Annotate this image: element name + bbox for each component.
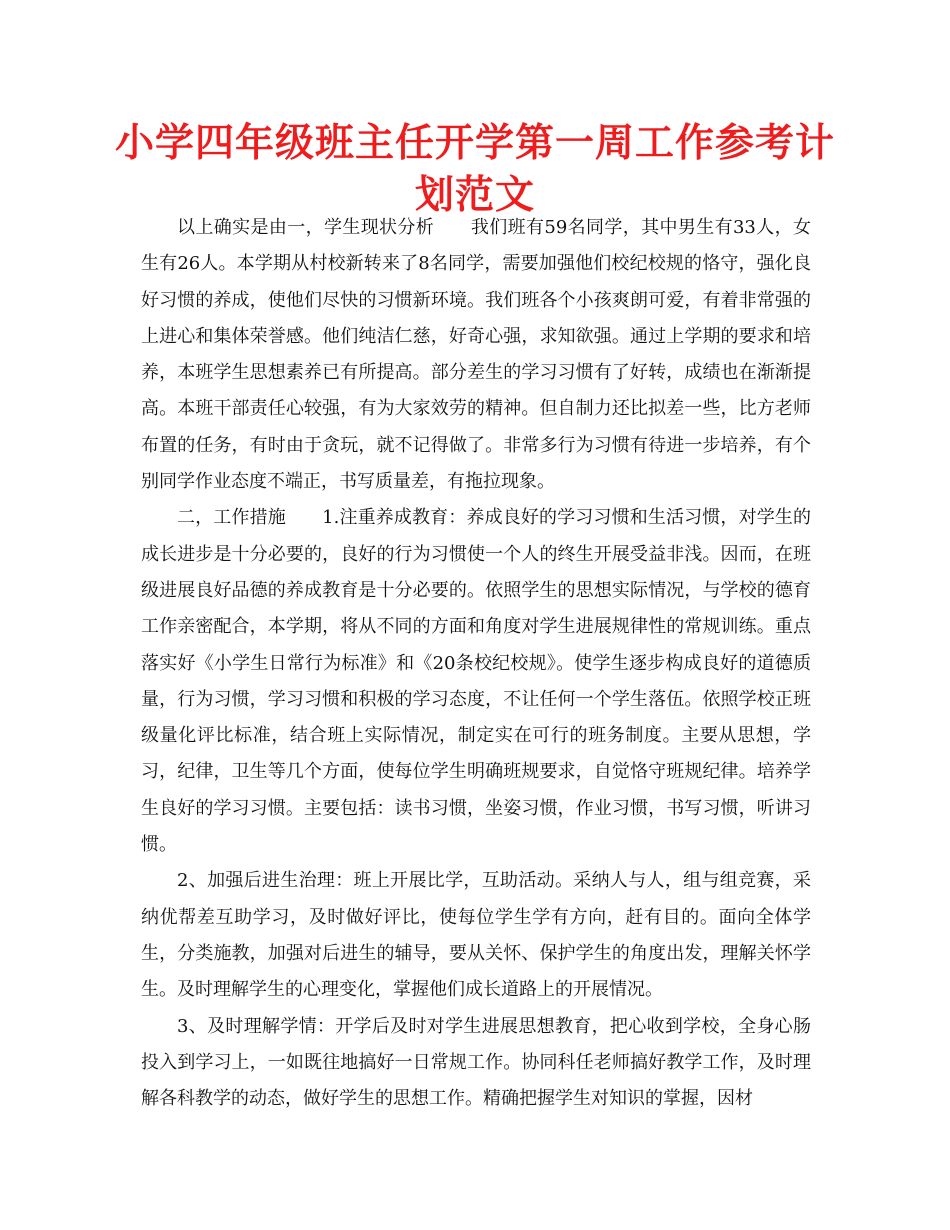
document-title: 小学四年级班主任开学第一周工作参考计划范文	[114, 121, 835, 218]
paragraph-student-analysis: 以上确实是由一，学生现状分析 我们班有59名同学，其中男生有33人，女生有26人。本学期从村校新转来了8名同学，需要加强他们校纪校规的恪守，强化良好习惯的养成，使他们尽快的习惯新环境。我们班各个小孩爽朗可爱，有着非常强的上进心和集体荣誉感。他们纯洁仁慈，好奇心强，求知欲强。通过上学期的要求和培养，本班学生思想素养已有所提高。部分差生的学习习惯有了好转，成绩也在渐渐提高。本班干部责任心较强，有为大家效劳的精神。但自制力还比拟差一些，比方老师布置的任务，有时由于贪玩，就不记得做了。非常多行为习惯有待进一步培养，有个别同学作业态度不端正，书写质量差，有拖拉现象。	[141, 217, 811, 493]
paragraph-underachiever-management: 2、加强后进生治理：班上开展比学，互助活动。采纳人与人，组与组竞赛，采纳优帮差互助学习，及时做好评比，使每位学生学有方向，赶有目的。面向全体学生，分类施教，加强对后进生的辅导，要从关怀、保护学生的角度出发，理解关怀学生。及时理解学生的心理变化，掌握他们成长道路上的开展情况。	[141, 870, 811, 1001]
paragraph-work-measures: 二，工作措施 1.注重养成教育：养成良好的学习习惯和生活习惯，对学生的成长进步是十分必要的，良好的行为习惯使一个人的终生开展受益非浅。因而，在班级进展良好品德的养成教育是十分必要的。依照学生的思想实际情况，与学校的德育工作亲密配合，本学期，将从不同的方面和角度对学生进展规律性的常规训练。重点落实好《小学生日常行为标准》和《20条校纪校规》。使学生逐步构成良好的道德质量，行为习惯，学习习惯和积极的学习态度，不让任何一个学生落伍。依照学校正班级量化评比标准，结合班上实际情况，制定实在可行的班务制度。主要从思想，学习，纪律，卫生等几个方面，使每位学生明确班规要求，自觉恪守班规纪律。培养学生良好的学习习惯。主要包括：读书习惯，坐姿习惯，作业习惯，书写习惯，听讲习惯。	[141, 507, 811, 856]
document-body	[141, 210, 811, 1117]
paragraph-learning-status: 3、及时理解学情：开学后及时对学生进展思想教育，把心收到学校，全身心肠投入到学习上，一如既往地搞好一日常规工作。协同科任老师搞好教学工作，及时理解各科教学的动态，做好学生的思想工作。精确把握学生对知识的掌握，因材	[141, 1015, 811, 1110]
